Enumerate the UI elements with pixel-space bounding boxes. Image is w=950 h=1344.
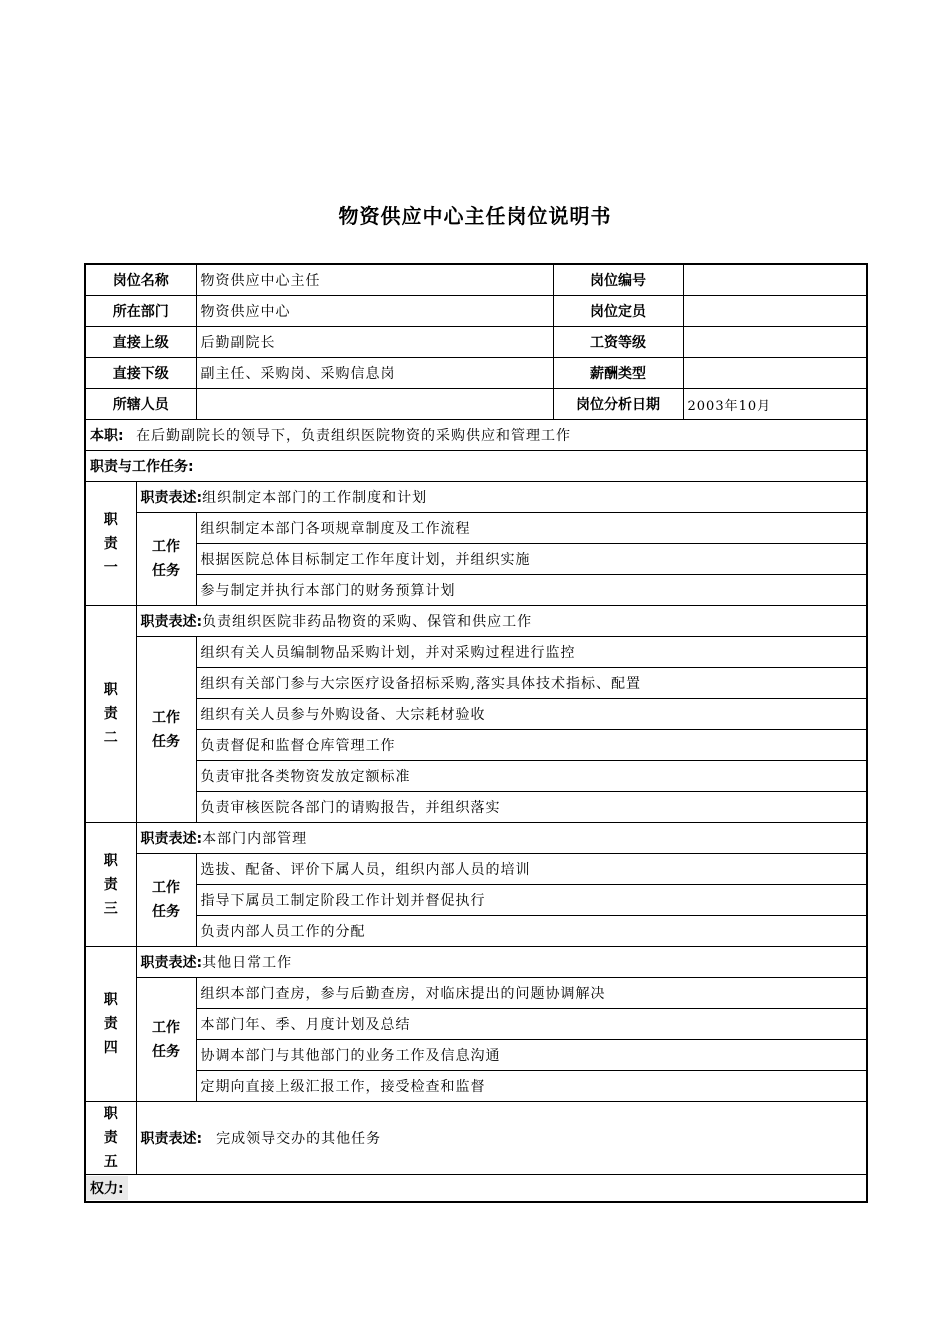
info-row bbox=[85, 264, 867, 296]
r1-desc-row bbox=[85, 482, 867, 513]
task-row bbox=[85, 575, 867, 606]
post-name-label: 岗位名称 bbox=[85, 264, 196, 296]
task-row bbox=[85, 544, 867, 575]
staff-value bbox=[196, 389, 553, 420]
r2-task-4: 负责督促和监督仓库管理工作 bbox=[196, 730, 867, 761]
staff-label: 所辖人员 bbox=[85, 389, 196, 420]
r1-task-label: 工作任务 bbox=[136, 513, 196, 606]
r2-task-5: 负责审批各类物资发放定额标准 bbox=[196, 761, 867, 792]
r4-task-4: 定期向直接上级汇报工作，接受检查和监督 bbox=[196, 1071, 867, 1102]
pay-label: 薪酬类型 bbox=[553, 358, 683, 389]
task-row bbox=[85, 637, 867, 668]
quota-label: 岗位定员 bbox=[553, 296, 683, 327]
r4-task-1: 组织本部门查房，参与后勤查房，对临床提出的问题协调解决 bbox=[196, 978, 867, 1009]
r4-desc-cell bbox=[136, 947, 867, 978]
subordinate-value: 副主任、采购岗、采购信息岗 bbox=[196, 358, 553, 389]
info-row bbox=[85, 389, 867, 420]
desc-label: 职责表述: bbox=[140, 614, 203, 630]
post-no-label: 岗位编号 bbox=[553, 264, 683, 296]
r3-desc-cell bbox=[136, 823, 867, 854]
r3-label: 职责三 bbox=[85, 823, 136, 947]
r2-label: 职责二 bbox=[85, 606, 136, 823]
date-label: 岗位分析日期 bbox=[553, 389, 683, 420]
task-row bbox=[85, 1040, 867, 1071]
r4-task-2: 本部门年、季、月度计划及总结 bbox=[196, 1009, 867, 1040]
r3-task-label: 工作任务 bbox=[136, 854, 196, 947]
desc-label: 职责表述: bbox=[140, 955, 203, 971]
superior-label: 直接上级 bbox=[85, 327, 196, 358]
subordinate-label: 直接下级 bbox=[85, 358, 196, 389]
duty-label: 本职: bbox=[90, 428, 124, 444]
responsibilities-header: 职责与工作任务: bbox=[85, 451, 867, 482]
r1-label: 职责一 bbox=[85, 482, 136, 606]
r1-task-3: 参与制定并执行本部门的财务预算计划 bbox=[196, 575, 867, 606]
r2-task-3: 组织有关人员参与外购设备、大宗耗材验收 bbox=[196, 699, 867, 730]
r2-desc: 负责组织医院非药品物资的采购、保管和供应工作 bbox=[202, 614, 533, 630]
quota-value bbox=[683, 296, 867, 327]
wage-value bbox=[683, 327, 867, 358]
r2-task-2: 组织有关部门参与大宗医疗设备招标采购,落实具体技术指标、配置 bbox=[196, 668, 867, 699]
power-cell bbox=[85, 1175, 867, 1203]
responsibilities-header-row bbox=[85, 451, 867, 482]
task-row bbox=[85, 1009, 867, 1040]
r3-task-2: 指导下属员工制定阶段工作计划并督促执行 bbox=[196, 885, 867, 916]
r4-desc: 其他日常工作 bbox=[202, 955, 293, 971]
info-row bbox=[85, 358, 867, 389]
info-row bbox=[85, 296, 867, 327]
wage-label: 工资等级 bbox=[553, 327, 683, 358]
r2-desc-row bbox=[85, 606, 867, 637]
task-row bbox=[85, 978, 867, 1009]
r3-desc: 本部门内部管理 bbox=[202, 831, 308, 847]
power-label: 权力: bbox=[86, 1176, 128, 1200]
superior-value: 后勤副院长 bbox=[196, 327, 553, 358]
desc-label: 职责表述: bbox=[140, 490, 203, 506]
desc-label: 职责表述: bbox=[140, 1131, 203, 1147]
power-row bbox=[85, 1175, 867, 1203]
task-row bbox=[85, 699, 867, 730]
r5-row bbox=[85, 1102, 867, 1175]
task-row bbox=[85, 854, 867, 885]
r1-desc: 组织制定本部门的工作制度和计划 bbox=[202, 490, 428, 506]
desc-label: 职责表述: bbox=[140, 831, 203, 847]
task-row bbox=[85, 513, 867, 544]
r4-task-3: 协调本部门与其他部门的业务工作及信息沟通 bbox=[196, 1040, 867, 1071]
job-description-table bbox=[84, 263, 868, 1203]
r2-task-6: 负责审核医院各部门的请购报告，并组织落实 bbox=[196, 792, 867, 823]
post-name-value: 物资供应中心主任 bbox=[196, 264, 553, 296]
task-row bbox=[85, 885, 867, 916]
r3-desc-row bbox=[85, 823, 867, 854]
info-row bbox=[85, 327, 867, 358]
r1-task-1: 组织制定本部门各项规章制度及工作流程 bbox=[196, 513, 867, 544]
task-row bbox=[85, 761, 867, 792]
r3-task-3: 负责内部人员工作的分配 bbox=[196, 916, 867, 947]
duty-text: 在后勤副院长的领导下，负责组织医院物资的采购供应和管理工作 bbox=[136, 428, 572, 444]
page-title: 物资供应中心主任岗位说明书 bbox=[338, 204, 612, 228]
r1-task-2: 根据医院总体目标制定工作年度计划，并组织实施 bbox=[196, 544, 867, 575]
r5-desc: 完成领导交办的其他任务 bbox=[216, 1131, 382, 1147]
task-row bbox=[85, 792, 867, 823]
pay-value bbox=[683, 358, 867, 389]
r3-task-1: 选拔、配备、评价下属人员，组织内部人员的培训 bbox=[196, 854, 867, 885]
r5-label: 职责五 bbox=[85, 1102, 136, 1175]
r1-desc-cell bbox=[136, 482, 867, 513]
task-row bbox=[85, 730, 867, 761]
dept-value: 物资供应中心 bbox=[196, 296, 553, 327]
task-row bbox=[85, 1071, 867, 1102]
post-no-value bbox=[683, 264, 867, 296]
duty-cell bbox=[85, 420, 867, 451]
r4-desc-row bbox=[85, 947, 867, 978]
r2-task-1: 组织有关人员编制物品采购计划，并对采购过程进行监控 bbox=[196, 637, 867, 668]
task-row bbox=[85, 916, 867, 947]
r5-desc-cell bbox=[136, 1102, 867, 1175]
task-row bbox=[85, 668, 867, 699]
r2-desc-cell bbox=[136, 606, 867, 637]
r2-task-label: 工作任务 bbox=[136, 637, 196, 823]
duty-row bbox=[85, 420, 867, 451]
r4-task-label: 工作任务 bbox=[136, 978, 196, 1102]
r4-label: 职责四 bbox=[85, 947, 136, 1102]
date-value: 2003年10月 bbox=[683, 389, 867, 420]
dept-label: 所在部门 bbox=[85, 296, 196, 327]
